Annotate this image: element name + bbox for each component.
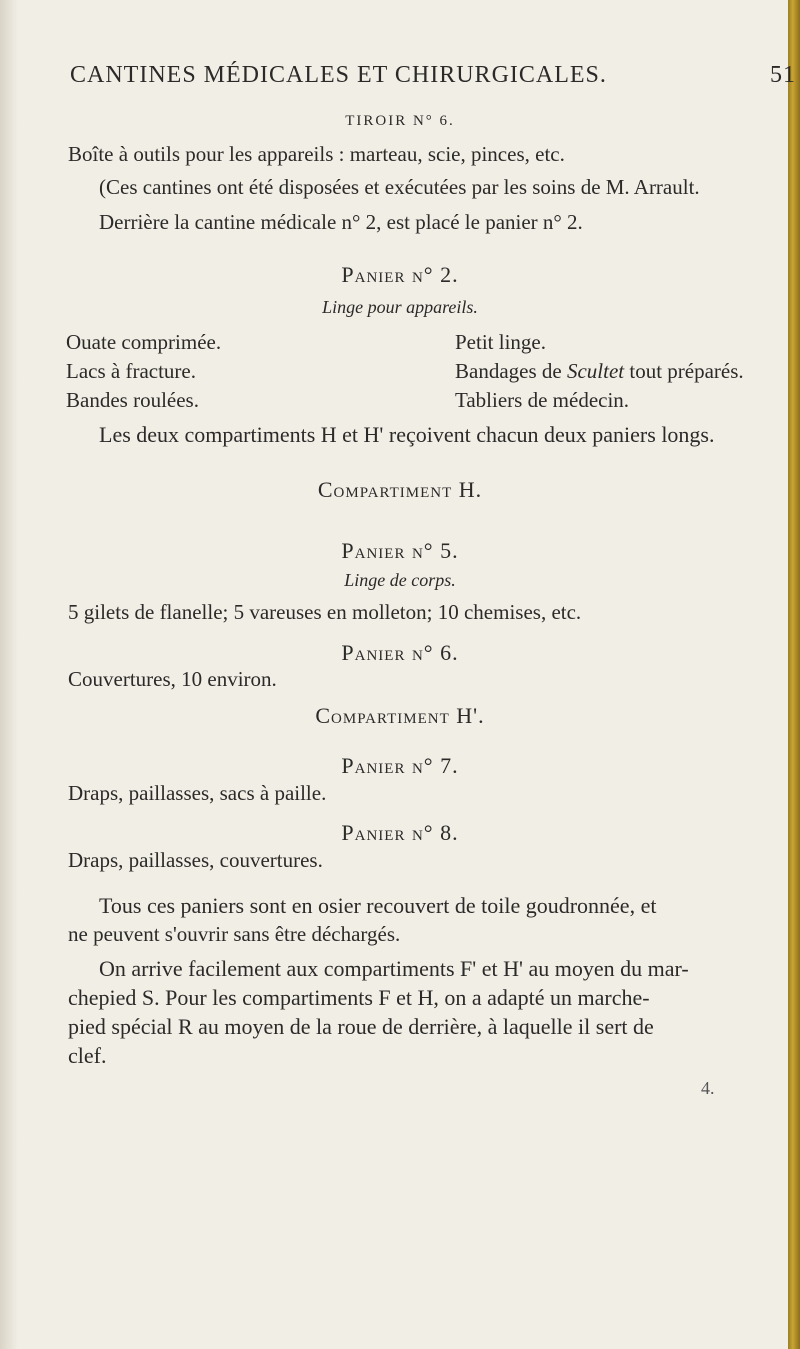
panier-2-heading: Panier n° 2. <box>341 262 459 287</box>
panier-5-subtitle: Linge de corps. <box>344 570 456 590</box>
page-left-margin <box>0 0 18 1349</box>
paragraph-arrault: (Ces cantines ont été disposées et exécutées par les soins de M. Arrault. <box>99 175 700 199</box>
page-right-edge <box>788 0 800 1349</box>
paragraph-marchepied-line2: chepied S. Pour les compartiments F et H, on a adapté un marche- <box>68 985 650 1010</box>
signature-mark: 4. <box>701 1078 715 1098</box>
panier-5-text: 5 gilets de flanelle; 5 vareuses en molleton; 10 chemises, etc. <box>68 600 582 624</box>
paragraph-marchepied-line1: On arrive facilement aux compartiments F' et H' au moyen du mar- <box>99 956 689 981</box>
page-number: 51 <box>770 62 796 88</box>
list-item: Bandes roulées. <box>66 388 199 412</box>
list-item: Petit linge. <box>455 330 546 354</box>
panier-7-text: Draps, paillasses, sacs à paille. <box>68 781 327 805</box>
list-item: Lacs à fracture. <box>66 359 196 383</box>
list-item: Ouate comprimée. <box>66 330 222 354</box>
paragraph-osier-line1: Tous ces paniers sont en osier recouvert de toile goudronnée, et <box>99 893 657 918</box>
panier-6-heading: Panier n° 6. <box>341 640 459 665</box>
panier-8-heading: Panier n° 8. <box>341 820 459 845</box>
paragraph-tools: Boîte à outils pour les appareils : marteau, scie, pinces, etc. <box>68 142 565 166</box>
paragraph-derriere: Derrière la cantine médicale n° 2, est placé le panier n° 2. <box>99 210 583 234</box>
paragraph-osier-line2: ne peuvent s'ouvrir sans être déchargés. <box>68 922 401 946</box>
paragraph-marchepied-line3: pied spécial R au moyen de la roue de derrière, à laquelle il sert de <box>68 1014 654 1039</box>
panier-6-text: Couvertures, 10 environ. <box>68 667 277 691</box>
tiroir-heading: TIROIR N° 6. <box>345 113 455 129</box>
compartiment-h-heading: Compartiment H. <box>317 477 483 502</box>
list-item-scultet: Bandages de Scultet tout préparés. <box>455 359 744 383</box>
panier-8-text: Draps, paillasses, couvertures. <box>68 848 323 872</box>
compartiment-h-prime-heading: Compartiment H'. <box>315 703 485 728</box>
panier-2-subtitle: Linge pour appareils. <box>322 297 478 317</box>
panier-7-heading: Panier n° 7. <box>341 753 459 778</box>
panier-5-heading: Panier n° 5. <box>341 538 459 563</box>
paragraph-marchepied-line4: clef. <box>68 1043 107 1068</box>
paragraph-compartiments: Les deux compartiments H et H' reçoivent chacun deux paniers longs. <box>99 422 715 447</box>
list-item: Tabliers de médecin. <box>455 388 630 412</box>
running-title: CANTINES MÉDICALES ET CHIRURGICALES. <box>70 62 607 88</box>
